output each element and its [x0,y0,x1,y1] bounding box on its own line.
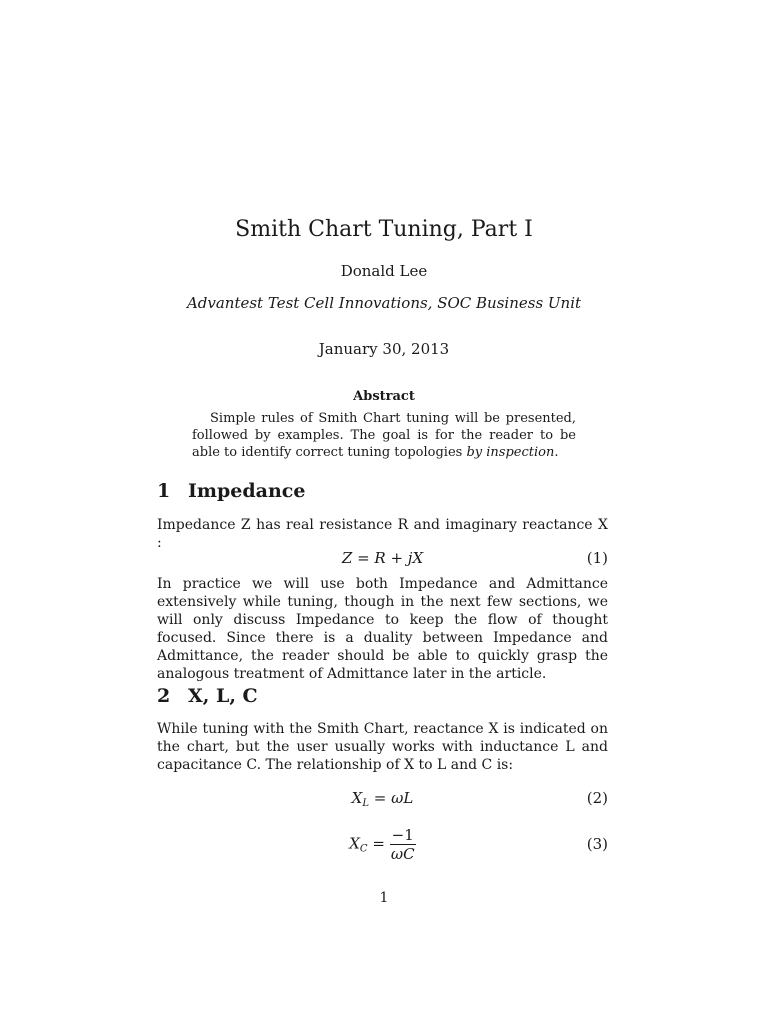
equation-2-rhs: = ωL [373,789,414,807]
section-1-intro: Impedance Z has real resistance R and imaginary reactance X : [157,517,608,551]
section-1-body: In practice we will use both Impedance and Admittance extensively while tuning, though in the next few sections, we will only discuss Impedance to keep the flow of thought focused. Since there is a duality between Impedance and Admittance, the reader should be able to quickly grasp the analogous treatment of Admittance later in the article. [157,576,608,682]
section-2-number: 2 [157,685,171,707]
section-2-title: X, L, C [188,685,258,707]
abstract-body [192,410,576,461]
section-1-title: Impedance [188,480,306,502]
section-2-intro: While tuning with the Smith Chart, reactance X is indicated on the chart, but the user usually works with inductance L and capacitance C. The relationship of X to L and C is: [157,721,608,773]
equation-3-number: (3) [586,835,608,853]
section-1-heading [157,480,305,502]
equation-1-math [157,549,608,567]
equation-2-lhs: X [351,789,363,807]
equation-3-lhs: X [349,834,360,853]
page-number: 1 [379,890,389,906]
equation-3-subscript: C [359,843,368,855]
equation-2-math [157,789,608,809]
equation-2-number: (2) [586,789,608,807]
equation-3-denominator: ωC [390,845,415,863]
section-1-number: 1 [157,480,171,502]
section-2-heading [157,685,258,707]
abstract-emphasis: by inspection [466,445,555,460]
paper-title: Smith Chart Tuning, Part I [235,217,533,242]
equation-1-rhs: = R + jX [357,549,424,567]
equation-2 [157,789,608,813]
author-name: Donald Lee [340,262,428,280]
equation-3-fraction [390,826,416,863]
publication-date: January 30, 2013 [318,340,450,358]
equation-1-number: (1) [586,549,608,567]
author-affiliation: Advantest Test Cell Innovations, SOC Business Unit [186,294,582,312]
equation-2-subscript: L [362,798,369,809]
equation-1-lhs: Z [341,549,353,567]
equation-3-numerator: −1 [391,826,414,844]
abstract-heading: Abstract [353,389,415,404]
equation-3-math: $X_C$ = $\frac{-1}{\omega C}$ [349,826,415,863]
abstract-text-main: Simple rules of Smith Chart tuning will be presented, followed by examples. The goal is for the reader to be able to identify correct tuning topologies [192,411,576,460]
abstract-text-end: . [554,445,559,460]
equation-3 [157,826,608,864]
equation-1 [157,549,608,573]
abstract-text [192,410,576,461]
